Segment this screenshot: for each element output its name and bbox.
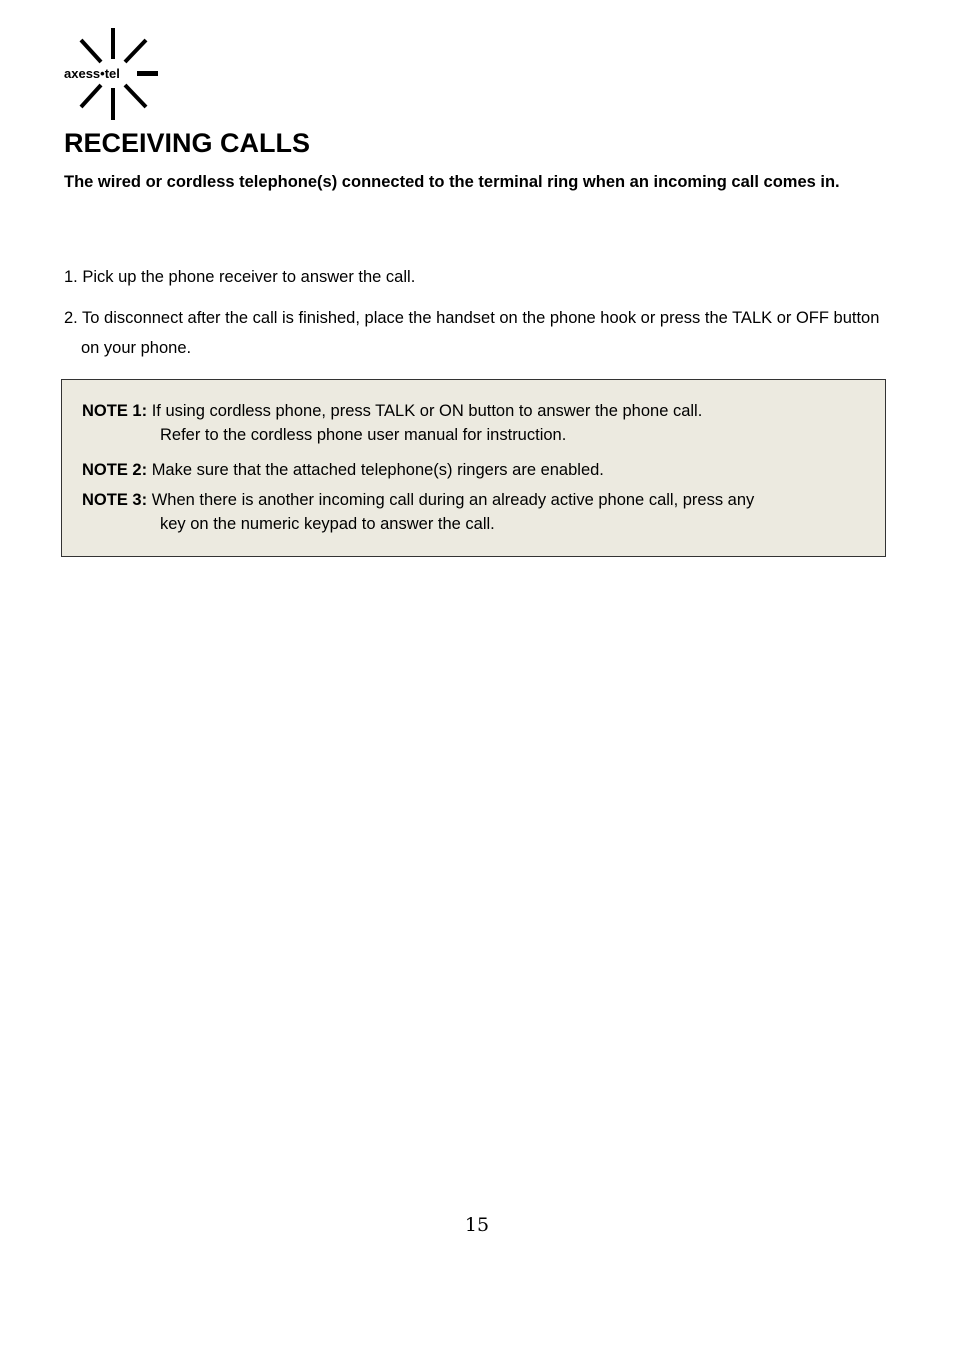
note-1-label: NOTE 1:: [82, 402, 148, 420]
note-2-label: NOTE 2:: [82, 461, 148, 479]
note-1-text: If using cordless phone, press TALK or ON button to answer the phone call.: [151, 402, 703, 420]
steps-list: [64, 262, 894, 374]
axesstel-logo: [62, 26, 162, 122]
note-3-text: When there is another incoming call during an already active phone call, press any: [151, 491, 755, 509]
starburst-icon: [62, 26, 162, 122]
page-title: RECEIVING CALLS: [64, 128, 311, 158]
step-1: 1. Pick up the phone receiver to answer the call.: [64, 268, 416, 286]
note-1-text-cont: Refer to the cordless phone user manual for instruction.: [160, 426, 567, 444]
notes-box: [61, 379, 886, 557]
note-2: [82, 458, 604, 482]
note-3-label: NOTE 3:: [82, 491, 148, 509]
logo-wordmark: axess•tel: [64, 66, 120, 81]
step-2: 2. To disconnect after the call is finished, place the handset on the phone hook or press the TALK or OFF button on your phone.: [64, 309, 880, 357]
note-2-text: Make sure that the attached telephone(s) ringers are enabled.: [151, 461, 604, 479]
note-3-text-cont: key on the numeric keypad to answer the call.: [160, 515, 495, 533]
intro-paragraph: The wired or cordless telephone(s) connected to the terminal ring when an incoming call comes in.: [64, 173, 840, 191]
note-3: [82, 488, 754, 536]
note-1: [82, 399, 702, 447]
page-number: 15: [464, 1214, 490, 1236]
